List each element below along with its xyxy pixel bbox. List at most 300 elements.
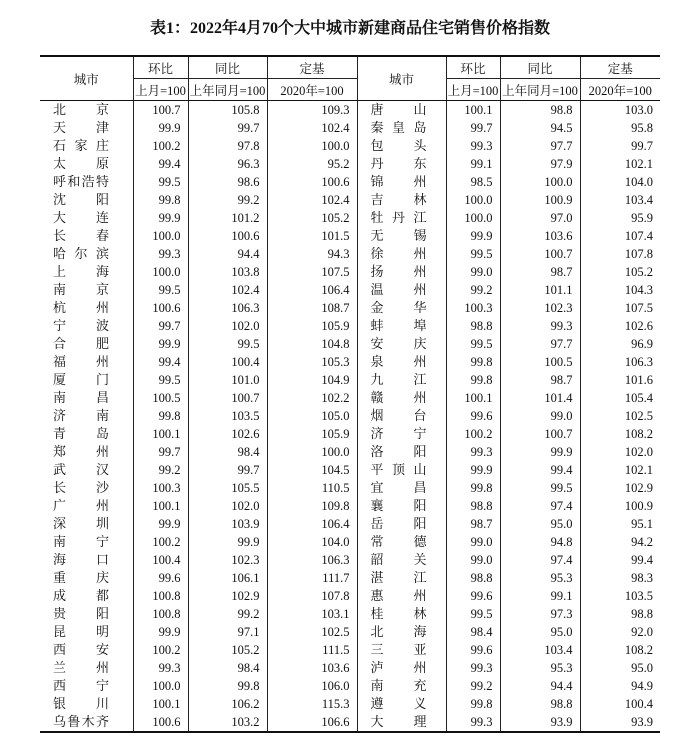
yoy-value: 100.7 [188, 389, 267, 407]
fixed-base-value: 111.5 [267, 641, 357, 659]
fixed-base-value: 104.3 [580, 281, 660, 299]
fixed-base-value: 98.3 [580, 569, 660, 587]
fixed-base-value: 102.4 [267, 191, 357, 209]
city-cell [357, 155, 446, 173]
mom-value: 99.8 [446, 479, 500, 497]
city-cell [357, 587, 446, 605]
city-name: 长 春 [53, 227, 109, 243]
city-name: 海 口 [53, 551, 109, 567]
city-name: 湛 江 [370, 569, 427, 585]
city-name: 成 都 [53, 587, 109, 603]
mom-value: 99.3 [446, 659, 500, 677]
fixed-base-value: 100.0 [267, 443, 357, 461]
city-cell [40, 263, 133, 281]
city-cell [40, 479, 133, 497]
table-header [40, 56, 660, 101]
column-header-city-left: 城市 [40, 56, 133, 101]
fixed-base-value: 94.2 [580, 533, 660, 551]
table-row [40, 605, 660, 623]
city-name: 洛 阳 [370, 443, 427, 459]
mom-value: 99.6 [446, 641, 500, 659]
city-name: 太 原 [53, 155, 109, 171]
yoy-value: 105.5 [188, 479, 267, 497]
city-name: 上 海 [53, 263, 109, 279]
table-row [40, 209, 660, 227]
mom-value: 100.1 [446, 389, 500, 407]
city-cell [40, 695, 133, 713]
table-row [40, 551, 660, 569]
yoy-value: 105.2 [188, 641, 267, 659]
fixed-base-value: 105.2 [580, 263, 660, 281]
city-cell [357, 353, 446, 371]
city-name: 武 汉 [53, 461, 109, 477]
city-name: 安 庆 [370, 335, 427, 351]
city-cell [40, 191, 133, 209]
fixed-base-value: 105.9 [267, 317, 357, 335]
fixed-base-value: 109.3 [267, 101, 357, 120]
fixed-base-value: 95.1 [580, 515, 660, 533]
yoy-value: 102.4 [188, 281, 267, 299]
city-cell [357, 227, 446, 245]
mom-value: 99.5 [133, 371, 188, 389]
city-name: 广 州 [53, 497, 109, 513]
yoy-value: 101.1 [500, 281, 580, 299]
fixed-base-value: 103.0 [580, 101, 660, 120]
yoy-value: 98.7 [500, 263, 580, 281]
mom-value: 99.3 [446, 713, 500, 732]
city-name: 北 海 [370, 623, 427, 639]
city-name: 秦 皇 岛 [370, 119, 427, 135]
fixed-base-value: 94.9 [580, 677, 660, 695]
yoy-value: 97.1 [188, 623, 267, 641]
mom-value: 100.8 [133, 587, 188, 605]
city-name: 郑 州 [53, 443, 109, 459]
fixed-base-value: 103.1 [267, 605, 357, 623]
city-name: 徐 州 [370, 245, 427, 261]
yoy-value: 103.4 [500, 641, 580, 659]
fixed-base-value: 109.8 [267, 497, 357, 515]
city-cell [40, 353, 133, 371]
mom-value: 99.5 [446, 335, 500, 353]
city-name: 吉 林 [370, 191, 427, 207]
city-name: 北 京 [53, 101, 109, 117]
fixed-base-value: 94.3 [267, 245, 357, 263]
mom-value: 99.5 [133, 173, 188, 191]
city-name: 兰 州 [53, 659, 109, 675]
city-name: 唐 山 [370, 101, 427, 117]
table-row [40, 119, 660, 137]
mom-value: 100.3 [446, 299, 500, 317]
mom-value: 100.4 [133, 551, 188, 569]
city-cell [357, 335, 446, 353]
city-name: 三 亚 [370, 641, 427, 657]
yoy-value: 100.9 [500, 191, 580, 209]
city-name: 丹 东 [370, 155, 427, 171]
city-name: 襄 阳 [370, 497, 427, 513]
yoy-value: 99.4 [500, 461, 580, 479]
yoy-value: 95.3 [500, 569, 580, 587]
city-cell [357, 695, 446, 713]
city-cell [40, 407, 133, 425]
fixed-base-value: 100.4 [580, 695, 660, 713]
mom-value: 100.5 [133, 389, 188, 407]
fixed-base-value: 103.4 [580, 191, 660, 209]
mom-value: 99.8 [446, 371, 500, 389]
yoy-value: 97.0 [500, 209, 580, 227]
mom-value: 100.8 [133, 605, 188, 623]
city-cell [357, 119, 446, 137]
table-row [40, 191, 660, 209]
table-row [40, 713, 660, 732]
fixed-base-value: 110.5 [267, 479, 357, 497]
mom-value: 100.2 [133, 533, 188, 551]
mom-value: 98.8 [446, 497, 500, 515]
city-name: 长 沙 [53, 479, 109, 495]
city-name: 沈 阳 [53, 191, 109, 207]
city-name: 金 华 [370, 299, 427, 315]
yoy-value: 106.3 [188, 299, 267, 317]
fixed-base-value: 102.1 [580, 461, 660, 479]
fixed-base-value: 95.8 [580, 119, 660, 137]
mom-value: 100.3 [133, 479, 188, 497]
table-row [40, 335, 660, 353]
yoy-value: 93.9 [500, 713, 580, 732]
fixed-base-value: 102.5 [267, 623, 357, 641]
mom-value: 99.9 [133, 335, 188, 353]
mom-value: 99.8 [133, 407, 188, 425]
city-name: 泸 州 [370, 659, 427, 675]
fixed-base-value: 95.9 [580, 209, 660, 227]
fixed-base-value: 102.0 [580, 443, 660, 461]
yoy-value: 103.6 [500, 227, 580, 245]
mom-value: 99.3 [446, 137, 500, 155]
city-name: 贵 阳 [53, 605, 109, 621]
fixed-base-value: 102.5 [580, 407, 660, 425]
price-index-table [40, 55, 660, 733]
city-cell [40, 227, 133, 245]
city-cell [357, 443, 446, 461]
yoy-value: 94.4 [188, 245, 267, 263]
mom-value: 100.6 [133, 713, 188, 732]
fixed-base-value: 106.3 [267, 551, 357, 569]
table-row [40, 443, 660, 461]
subheader-mom-base-right: 上月=100 [446, 79, 500, 101]
yoy-value: 97.3 [500, 605, 580, 623]
city-cell [40, 677, 133, 695]
fixed-base-value: 96.9 [580, 335, 660, 353]
fixed-base-value: 105.4 [580, 389, 660, 407]
fixed-base-value: 108.7 [267, 299, 357, 317]
yoy-value: 102.6 [188, 425, 267, 443]
city-cell [40, 101, 133, 120]
fixed-base-value: 99.7 [580, 137, 660, 155]
city-cell [40, 551, 133, 569]
yoy-value: 95.0 [500, 623, 580, 641]
yoy-value: 94.4 [500, 677, 580, 695]
city-name: 赣 州 [370, 389, 427, 405]
yoy-value: 101.2 [188, 209, 267, 227]
yoy-value: 100.6 [188, 227, 267, 245]
city-name: 牡 丹 江 [370, 209, 427, 225]
fixed-base-value: 104.5 [267, 461, 357, 479]
yoy-value: 103.8 [188, 263, 267, 281]
fixed-base-value: 95.2 [267, 155, 357, 173]
city-name: 天 津 [53, 119, 109, 135]
yoy-value: 97.8 [188, 137, 267, 155]
subheader-yoy-base-left: 上年同月=100 [188, 79, 267, 101]
city-cell [40, 569, 133, 587]
city-name: 昆 明 [53, 623, 109, 639]
city-name: 西 宁 [53, 677, 109, 693]
city-cell [40, 659, 133, 677]
yoy-value: 97.4 [500, 497, 580, 515]
city-cell [357, 533, 446, 551]
table-row [40, 101, 660, 120]
fixed-base-value: 106.0 [267, 677, 357, 695]
fixed-base-value: 107.8 [267, 587, 357, 605]
mom-value: 99.2 [446, 677, 500, 695]
yoy-value: 99.2 [188, 191, 267, 209]
yoy-value: 102.3 [188, 551, 267, 569]
city-name: 深 圳 [53, 515, 109, 531]
fixed-base-value: 105.0 [267, 407, 357, 425]
yoy-value: 101.0 [188, 371, 267, 389]
city-cell [357, 101, 446, 120]
mom-value: 98.7 [446, 515, 500, 533]
table-row [40, 461, 660, 479]
mom-value: 100.0 [446, 191, 500, 209]
fixed-base-value: 107.5 [267, 263, 357, 281]
yoy-value: 99.2 [188, 605, 267, 623]
city-name: 韶 关 [370, 551, 427, 567]
mom-value: 98.8 [446, 317, 500, 335]
table-row [40, 425, 660, 443]
city-cell [40, 119, 133, 137]
yoy-value: 98.8 [500, 695, 580, 713]
table-row [40, 281, 660, 299]
mom-value: 99.8 [133, 191, 188, 209]
mom-value: 99.0 [446, 263, 500, 281]
mom-value: 99.3 [446, 443, 500, 461]
yoy-value: 103.5 [188, 407, 267, 425]
mom-value: 100.7 [133, 101, 188, 120]
mom-value: 99.7 [133, 443, 188, 461]
city-name: 平 顶 山 [370, 461, 427, 477]
table-row [40, 695, 660, 713]
city-cell [357, 245, 446, 263]
city-cell [357, 461, 446, 479]
yoy-value: 102.0 [188, 317, 267, 335]
city-name: 济 宁 [370, 425, 427, 441]
city-name: 合 肥 [53, 335, 109, 351]
column-header-fixed-base-right: 定基 [580, 56, 660, 79]
mom-value: 99.4 [133, 353, 188, 371]
yoy-value: 98.4 [188, 659, 267, 677]
yoy-value: 98.4 [188, 443, 267, 461]
yoy-value: 100.7 [500, 245, 580, 263]
yoy-value: 97.9 [500, 155, 580, 173]
city-cell [40, 209, 133, 227]
city-cell [357, 281, 446, 299]
city-cell [357, 623, 446, 641]
fixed-base-value: 106.4 [267, 281, 357, 299]
fixed-base-value: 101.6 [580, 371, 660, 389]
city-cell [357, 497, 446, 515]
city-name: 烟 台 [370, 407, 427, 423]
city-cell [40, 371, 133, 389]
city-cell [40, 461, 133, 479]
fixed-base-value: 100.0 [267, 137, 357, 155]
city-name: 无 锡 [370, 227, 427, 243]
fixed-base-value: 98.8 [580, 605, 660, 623]
city-name: 岳 阳 [370, 515, 427, 531]
yoy-value: 102.0 [188, 497, 267, 515]
fixed-base-value: 102.2 [267, 389, 357, 407]
city-cell [357, 137, 446, 155]
yoy-value: 99.9 [188, 533, 267, 551]
city-cell [357, 371, 446, 389]
mom-value: 99.2 [446, 281, 500, 299]
fixed-base-value: 107.5 [580, 299, 660, 317]
city-cell [40, 299, 133, 317]
table-row [40, 407, 660, 425]
city-name: 南 充 [370, 677, 427, 693]
city-name: 乌 鲁 木 齐 [53, 713, 109, 729]
fixed-base-value: 105.3 [267, 353, 357, 371]
subheader-yoy-base-right: 上年同月=100 [500, 79, 580, 101]
column-header-city-right: 城市 [357, 56, 446, 101]
table-row [40, 371, 660, 389]
mom-value: 99.1 [446, 155, 500, 173]
table-row [40, 623, 660, 641]
city-name: 济 南 [53, 407, 109, 423]
city-name: 蚌 埠 [370, 317, 427, 333]
fixed-base-value: 105.2 [267, 209, 357, 227]
city-name: 南 宁 [53, 533, 109, 549]
table-body [40, 101, 660, 733]
yoy-value: 100.5 [500, 353, 580, 371]
mom-value: 99.6 [446, 407, 500, 425]
mom-value: 99.9 [133, 209, 188, 227]
yoy-value: 100.4 [188, 353, 267, 371]
yoy-value: 99.0 [500, 407, 580, 425]
fixed-base-value: 102.6 [580, 317, 660, 335]
yoy-value: 94.8 [500, 533, 580, 551]
city-name: 宁 波 [53, 317, 109, 333]
yoy-value: 106.1 [188, 569, 267, 587]
city-name: 大 理 [370, 713, 427, 729]
mom-value: 99.3 [133, 659, 188, 677]
mom-value: 99.9 [133, 623, 188, 641]
yoy-value: 99.5 [500, 479, 580, 497]
city-cell [357, 173, 446, 191]
yoy-value: 102.3 [500, 299, 580, 317]
mom-value: 99.5 [446, 245, 500, 263]
city-cell [40, 641, 133, 659]
fixed-base-value: 103.6 [267, 659, 357, 677]
yoy-value: 98.6 [188, 173, 267, 191]
mom-value: 100.0 [133, 263, 188, 281]
city-name: 南 京 [53, 281, 109, 297]
city-name: 泉 州 [370, 353, 427, 369]
city-name: 常 德 [370, 533, 427, 549]
fixed-base-value: 104.9 [267, 371, 357, 389]
fixed-base-value: 93.9 [580, 713, 660, 732]
table-row [40, 569, 660, 587]
fixed-base-value: 104.8 [267, 335, 357, 353]
fixed-base-value: 106.3 [580, 353, 660, 371]
yoy-value: 99.1 [500, 587, 580, 605]
city-cell [357, 389, 446, 407]
city-name: 扬 州 [370, 263, 427, 279]
city-name: 桂 林 [370, 605, 427, 621]
table-row [40, 299, 660, 317]
city-name: 九 江 [370, 371, 427, 387]
yoy-value: 95.3 [500, 659, 580, 677]
city-cell [40, 713, 133, 732]
table-row [40, 227, 660, 245]
table-row [40, 353, 660, 371]
city-cell [40, 443, 133, 461]
mom-value: 99.9 [446, 461, 500, 479]
city-cell [40, 425, 133, 443]
yoy-value: 97.7 [500, 137, 580, 155]
fixed-base-value: 111.7 [267, 569, 357, 587]
fixed-base-value: 95.0 [580, 659, 660, 677]
yoy-value: 99.3 [500, 317, 580, 335]
yoy-value: 94.5 [500, 119, 580, 137]
city-cell [357, 677, 446, 695]
city-cell [357, 425, 446, 443]
mom-value: 99.3 [133, 245, 188, 263]
mom-value: 99.7 [446, 119, 500, 137]
city-name: 温 州 [370, 281, 427, 297]
fixed-base-value: 101.5 [267, 227, 357, 245]
city-cell [357, 641, 446, 659]
table-row [40, 173, 660, 191]
yoy-value: 99.5 [188, 335, 267, 353]
fixed-base-value: 108.2 [580, 425, 660, 443]
table-row [40, 533, 660, 551]
fixed-base-value: 115.3 [267, 695, 357, 713]
mom-value: 98.5 [446, 173, 500, 191]
city-cell [40, 389, 133, 407]
mom-value: 100.1 [446, 101, 500, 120]
city-cell [357, 317, 446, 335]
city-name: 石 家 庄 [53, 137, 109, 153]
city-name: 锦 州 [370, 173, 427, 189]
fixed-base-value: 107.4 [580, 227, 660, 245]
column-header-yoy-right: 同比 [500, 56, 580, 79]
fixed-base-value: 100.9 [580, 497, 660, 515]
city-cell [40, 155, 133, 173]
mom-value: 99.2 [133, 461, 188, 479]
city-cell [357, 605, 446, 623]
mom-value: 99.8 [446, 353, 500, 371]
table-row [40, 587, 660, 605]
city-cell [40, 281, 133, 299]
fixed-base-value: 108.2 [580, 641, 660, 659]
city-cell [40, 173, 133, 191]
mom-value: 99.4 [133, 155, 188, 173]
city-name: 呼 和 浩 特 [53, 173, 109, 189]
fixed-base-value: 103.5 [580, 587, 660, 605]
fixed-base-value: 102.9 [580, 479, 660, 497]
city-cell [357, 515, 446, 533]
yoy-value: 99.9 [500, 443, 580, 461]
city-cell [40, 587, 133, 605]
city-name: 厦 门 [53, 371, 109, 387]
